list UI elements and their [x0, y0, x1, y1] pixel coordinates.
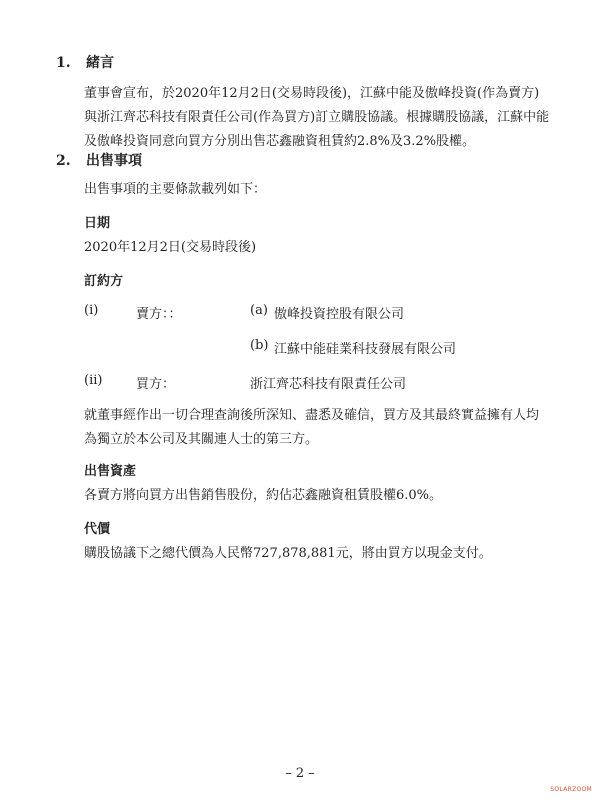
seller-a-name: 傲峰投資控股有限公司 — [274, 307, 405, 322]
seller-index: (i) — [84, 303, 99, 318]
seller-b-marker: (b) — [250, 338, 269, 353]
section-2-intro: 出售事項的主要條款載列如下： — [84, 182, 267, 197]
buyer-role: 買方： — [136, 377, 176, 392]
section-2-number: 2. — [56, 153, 71, 169]
buyer-index: (ii) — [84, 373, 103, 388]
buyer-name: 浙江齊芯科技有限責任公司 — [250, 377, 407, 392]
seller-role: 賣方：： — [136, 307, 182, 322]
consideration-text: 購股協議下之總代價為人民幣727,878,881元，將由買方以現金支付。 — [84, 546, 492, 561]
independence-note: 就董事經作出一切合理查詢後所深知、盡悉及確信，買方及其最終實益擁有人均為獨立於本公司及其關連人士的第三方。 — [84, 408, 540, 447]
page-number: – 2 – — [285, 766, 315, 781]
assets-heading: 出售資產 — [84, 464, 137, 479]
section-1-number: 1. — [56, 55, 71, 71]
section-1-heading — [56, 52, 114, 72]
section-2-heading — [56, 150, 142, 170]
seller-b-name: 江蘇中能硅業科技發展有限公司 — [274, 342, 457, 357]
watermark-logo: SOLARZOOM — [550, 786, 592, 793]
consideration-heading: 代價 — [84, 522, 111, 537]
section-2-title: 出售事項 — [86, 153, 142, 169]
parties-heading: 訂約方 — [84, 274, 124, 289]
section-1-title: 緒言 — [86, 55, 114, 71]
section-1-paragraph: 董事會宣布，於2020年12月2日(交易時段後)，江蘇中能及傲峰投資(作為賣方)與浙江齊芯科技有限責任公司(作為買方)訂立購股協議。根據購股協議，江蘇中能及傲峰投資同意向買方分別出售芯鑫融資租賃約2.8%及3.2%股權。 — [84, 86, 550, 149]
assets-text: 各賣方將向買方出售銷售股份，約佔芯鑫融資租賃股權6.0%。 — [84, 488, 443, 503]
seller-a-marker: (a) — [250, 303, 268, 318]
date-heading: 日期 — [84, 216, 111, 231]
date-text: 2020年12月2日(交易時段後) — [84, 240, 257, 255]
